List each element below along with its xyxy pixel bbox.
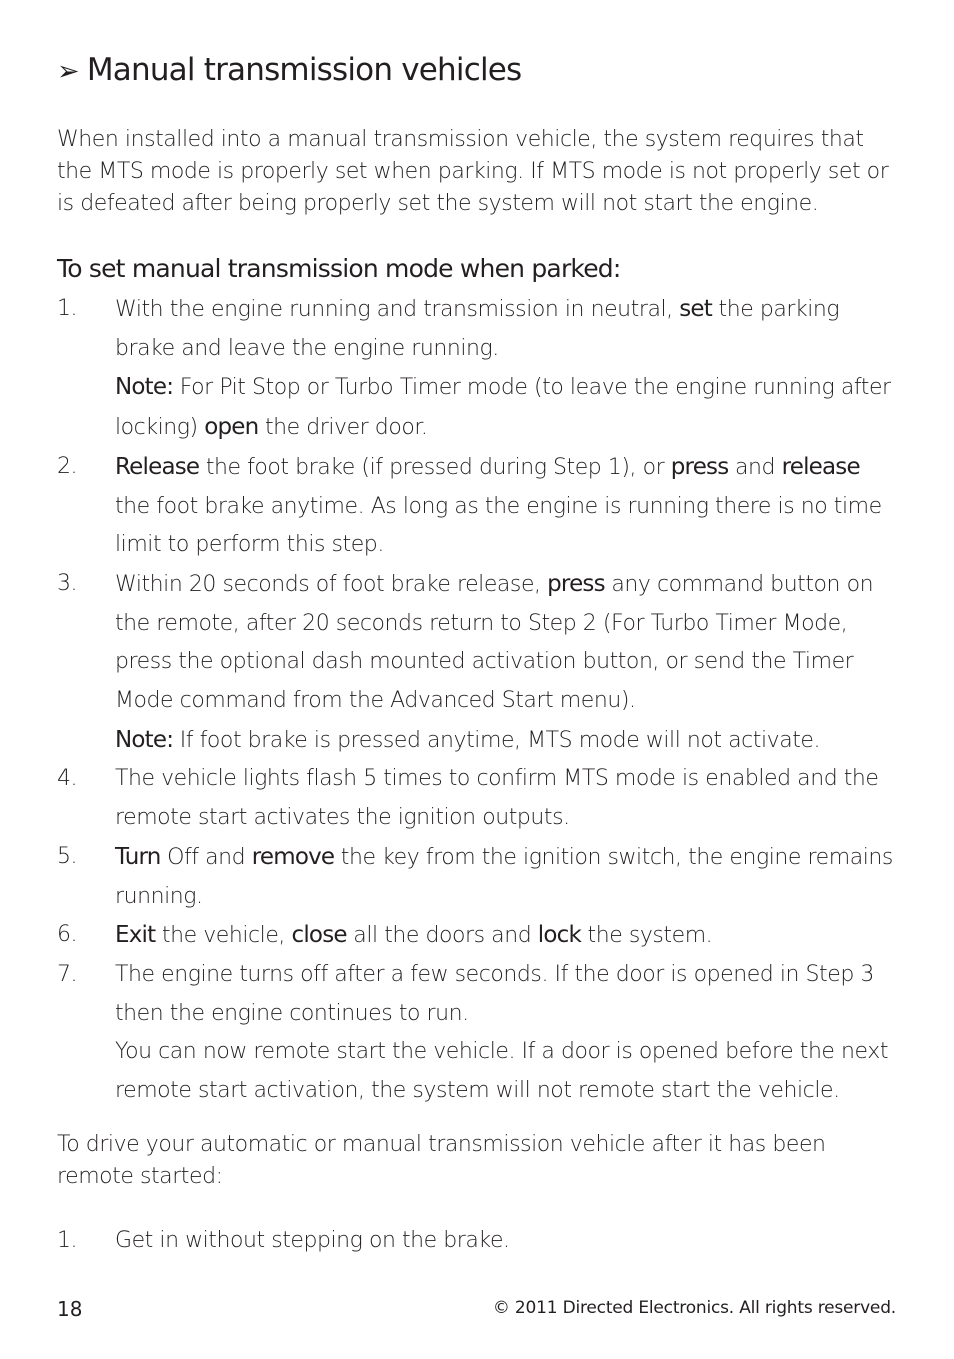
- step-text: and: [728, 454, 782, 480]
- step-text: all the doors and: [346, 923, 538, 949]
- step-body: [115, 838, 897, 916]
- step-item: [57, 290, 897, 448]
- emphasis-text: open: [204, 414, 259, 441]
- step-number: 4.: [57, 766, 78, 792]
- step-body: [115, 565, 897, 721]
- emphasis-text: Release: [115, 453, 200, 480]
- step-text: any command button on the remote, after 20 seconds return to Step 2 (For Turbo Timer Mode, press the optional dash mounted activation button, or send the Timer Mode command from the Advanced Start menu).: [115, 571, 874, 714]
- emphasis-text: press: [547, 570, 605, 597]
- drive-intro-paragraph: To drive your automatic or manual transmission vehicle after it has been remote started:: [57, 1132, 826, 1189]
- step-item: [57, 448, 897, 565]
- step-text: With the engine running and transmission in neutral,: [115, 297, 680, 322]
- step-item: [57, 565, 897, 761]
- step-note: [115, 1033, 897, 1110]
- step-text: Within 20 seconds of foot brake release,: [115, 571, 548, 597]
- step-body: [115, 760, 897, 837]
- step-text: the foot brake (if pressed during Step 1), or: [199, 454, 671, 480]
- step-body: [115, 956, 897, 1033]
- emphasis-text: Note:: [115, 726, 174, 753]
- step-text: the key from the ignition switch, the engine remains running.: [115, 844, 893, 909]
- section-heading: [57, 52, 521, 88]
- step-number: 5.: [57, 843, 78, 869]
- step-number: 2.: [57, 453, 78, 479]
- step-item: [57, 956, 897, 1111]
- drive-step-item: [57, 1222, 897, 1261]
- step-text: the foot brake anytime. As long as the engine is running there is no time limit to perform this step.: [115, 493, 882, 558]
- step-text: the vehicle,: [155, 923, 292, 949]
- emphasis-text: press: [670, 453, 729, 480]
- step-item: [57, 760, 897, 837]
- step-text: Off and: [160, 844, 252, 870]
- step-text: The engine turns off after a few seconds. If the door is opened in Step 3 then the engine continues to run.: [115, 961, 874, 1026]
- step-text: the system.: [581, 923, 713, 949]
- emphasis-text: Note:: [115, 374, 174, 401]
- step-text: Get in without stepping on the brake.: [115, 1228, 510, 1253]
- step-body: [115, 448, 897, 565]
- arrow-bullet-icon: ➢: [57, 56, 79, 87]
- step-text: The vehicle lights flash 5 times to confirm MTS mode is enabled and the remote start activates the ignition outputs.: [115, 766, 879, 831]
- step-item: [57, 916, 897, 956]
- step-note: [115, 721, 897, 761]
- step-body: [115, 290, 897, 368]
- drive-steps-list: [57, 1222, 897, 1261]
- step-number: 1.: [57, 1228, 78, 1253]
- step-number: 6.: [57, 922, 78, 948]
- emphasis-text: release: [781, 453, 860, 480]
- step-body: [115, 916, 897, 956]
- procedure-heading: To set manual transmission mode when parked:: [57, 254, 621, 283]
- emphasis-text: Exit: [115, 922, 156, 949]
- emphasis-text: lock: [537, 922, 581, 949]
- step-number: 3.: [57, 570, 78, 596]
- procedure-steps-list: [57, 290, 897, 1111]
- step-text: For Pit Stop or Turbo Timer mode (to leave the engine running after locking): [115, 375, 891, 441]
- step-text: the parking brake and leave the engine running.: [115, 297, 840, 361]
- section-title: Manual transmission vehicles: [86, 52, 522, 88]
- step-text: If foot brake is pressed anytime, MTS mode will not activate.: [173, 727, 821, 753]
- emphasis-text: remove: [251, 843, 335, 870]
- step-text: the driver door.: [258, 415, 428, 441]
- emphasis-text: set: [679, 296, 712, 322]
- page-number: 18: [57, 1297, 83, 1321]
- step-number: 1.: [57, 296, 78, 321]
- step-number: 7.: [57, 961, 78, 987]
- emphasis-text: Turn: [115, 843, 161, 870]
- step-item: [57, 838, 897, 916]
- intro-paragraph: When installed into a manual transmission vehicle, the system requires that the MTS mode is properly set when parking. If MTS mode is not properly set or is defeated after being properly set the system will not start the engine.: [57, 127, 889, 216]
- step-note: [115, 368, 897, 447]
- copyright-notice: © 2011 Directed Electronics. All rights reserved.: [492, 1298, 896, 1318]
- emphasis-text: close: [291, 922, 347, 949]
- step-text: You can now remote start the vehicle. If a door is opened before the next remote start activation, the system will not remote start the vehicle.: [115, 1039, 888, 1104]
